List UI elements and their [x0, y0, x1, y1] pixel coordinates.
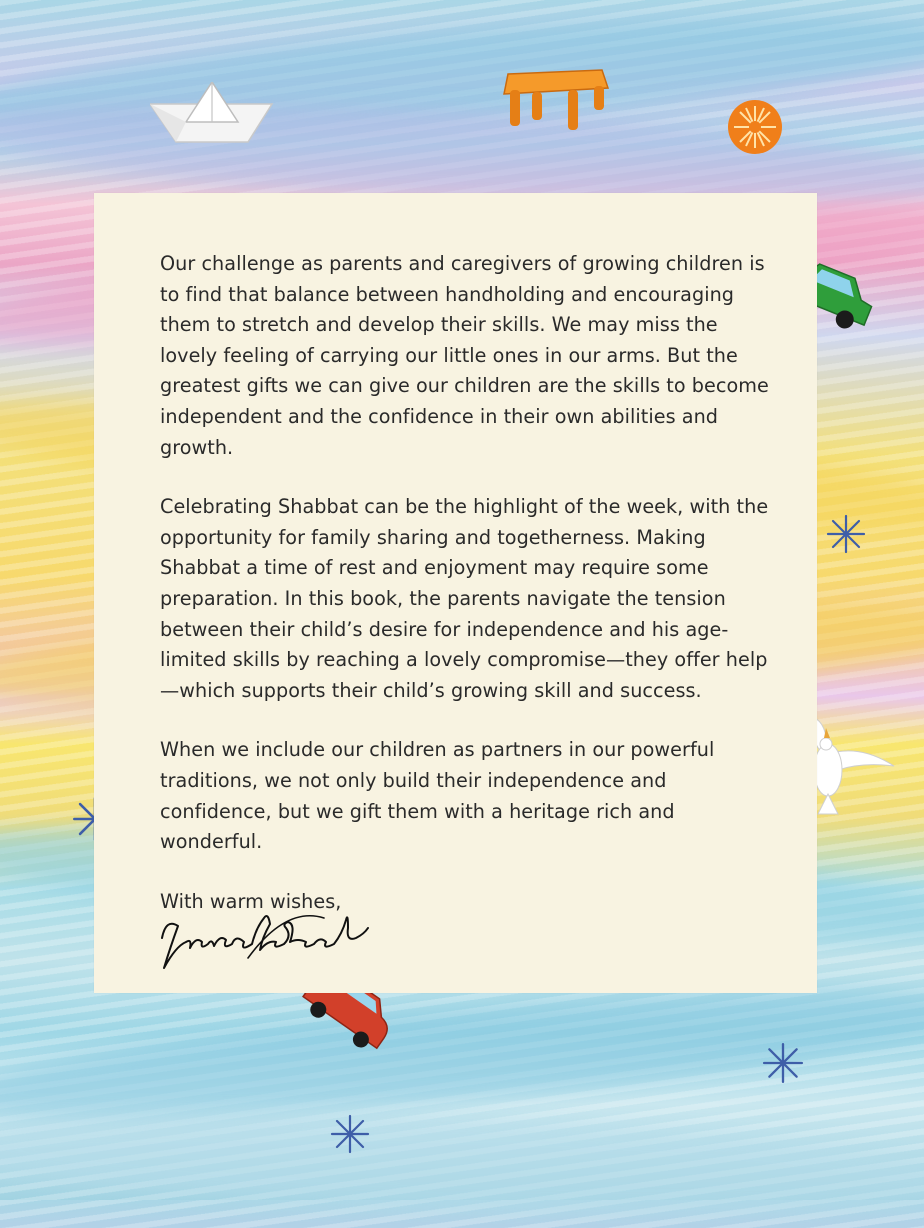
handwritten-signature	[156, 898, 376, 978]
toy-table-icon	[498, 66, 612, 136]
letter-body	[160, 249, 780, 946]
letter-card	[94, 193, 817, 993]
star-icon	[826, 514, 866, 554]
sun-icon	[726, 98, 784, 156]
star-icon	[330, 1114, 370, 1154]
letter-closing: With warm wishes,	[160, 889, 342, 913]
star-icon	[762, 1042, 804, 1084]
background-wave	[0, 1102, 924, 1228]
letter-paragraph-1: Our challenge as parents and caregivers of growing children is to find that balance between handholding and encouraging them to stretch and develop their skills. We may miss the lovely feeling of carrying our little ones in our arms. But the greatest gifts we can give our children are the skills to become independent and the confidence in their own abilities and growth.	[160, 252, 769, 459]
paper-boat-icon	[150, 82, 274, 148]
letter-paragraph-3: When we include our children as partners in our powerful traditions, we not only build their independence and confidence, but we gift them with a heritage rich and wonderful.	[160, 738, 715, 854]
letter-paragraph-2: Celebrating Shabbat can be the highlight of the week, with the opportunity for family sharing and togetherness. Making Shabbat a time of rest and enjoyment may require some preparation. In this book, the parents navigate the tension between their child’s desire for independence and his age-limited skills by reaching a lovely compromise—they offer help—which supports their child’s growing skill and success.	[160, 495, 769, 702]
